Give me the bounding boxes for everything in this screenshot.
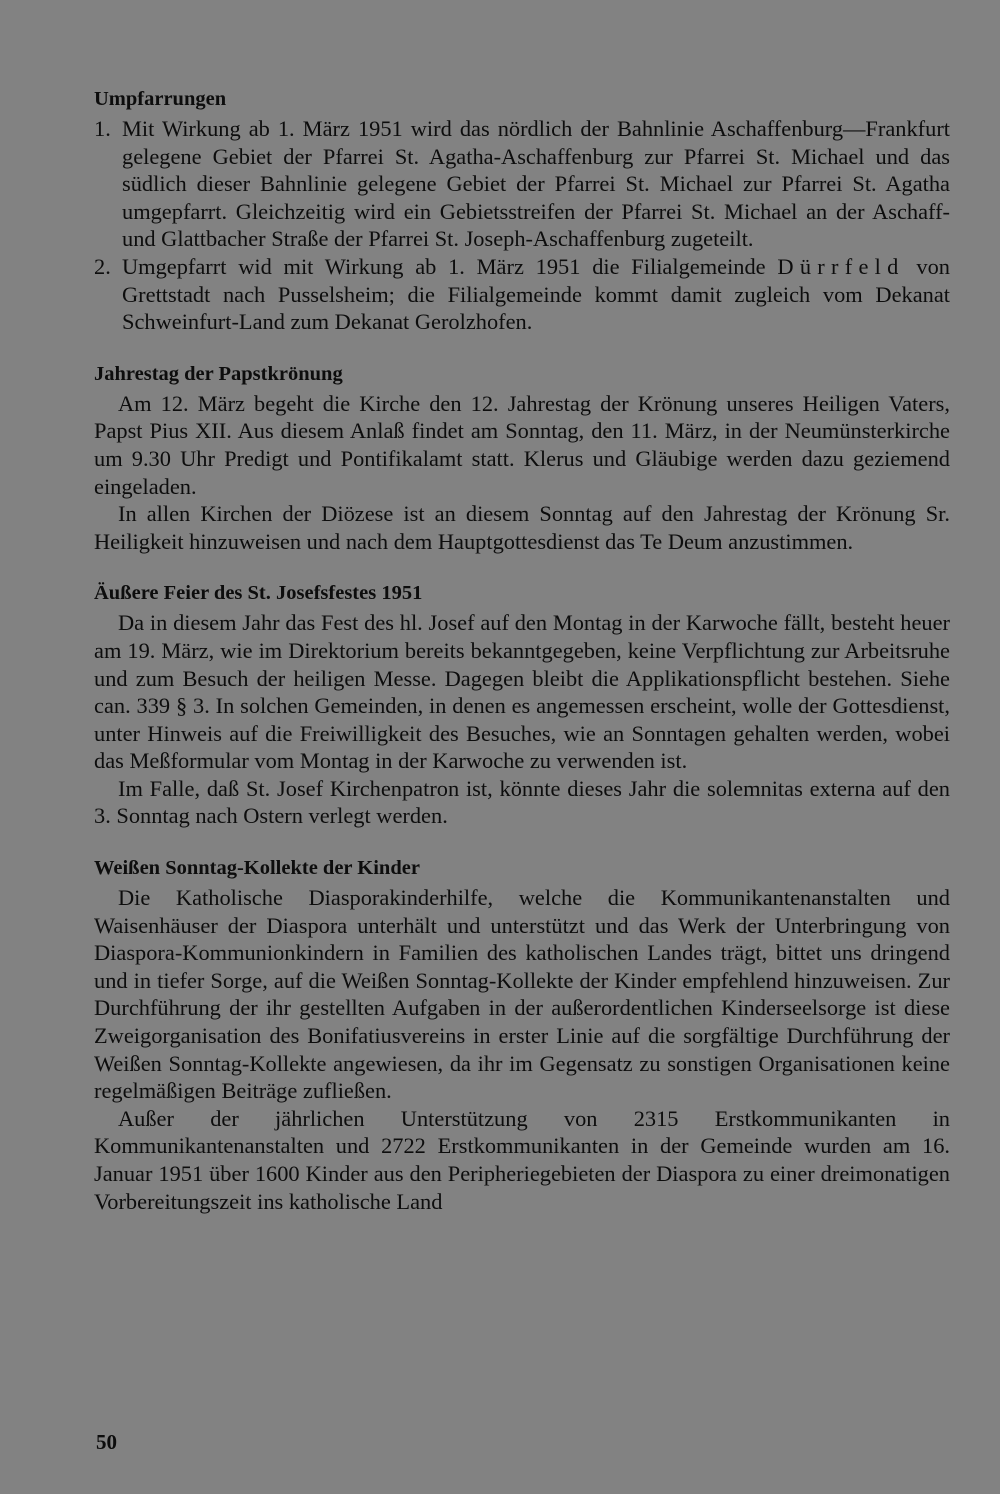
- section-umpfarrungen: [94, 86, 950, 336]
- list-item-text: Umgepfarrt wid mit Wirkung ab 1. März 1951 die Filialgemeinde: [122, 253, 778, 279]
- paragraph: Außer der jährlichen Unterstützung von 2315 Erstkommunikanten in Kommunikantenanstalten und 2722 Erstkommunikanten in der Gemeinde wurden am 16. Januar 1951 über 1600 Kinder aus den Peripheriegebieten der Diaspora zu einer dreimonatigen Vorbereitungszeit ins katholische Land: [94, 1105, 950, 1214]
- list-number: 1.: [94, 116, 111, 141]
- paragraph: In allen Kirchen der Diözese ist an diesem Sonntag auf den Jahrestag der Krönung Sr. Heiligkeit hinzuweisen und nach dem Hauptgottesdienst das Te Deum anzustimmen.: [94, 501, 950, 554]
- page-number: 50: [96, 1430, 117, 1454]
- place-name: Dürrfeld: [777, 253, 905, 279]
- section-title: Weißen Sonntag-Kollekte der Kinder: [94, 857, 420, 880]
- section-josefsfest: [94, 580, 950, 830]
- section-title: Äußere Feier des St. Josefsfestes 1951: [94, 582, 423, 605]
- paragraph: Die Katholische Diasporakinderhilfe, welche die Kommunikantenanstalten und Waisenhäuser der Diaspora unterhält und unterstützt und das Werk der Unterbringung von Diaspora-Kommunionkindern in Familien des katholischen Landes trägt, bittet uns dringend und in tiefer Sorge, auf die Weißen Sonntag-Kollekte der Kinder empfehlend hinzuweisen. Zur Durchführung der ihr gestellten Aufgaben in der außerordentlichen Kinderseelsorge ist diese Zweigorganisation des Bonifatiusvereins in erster Linie auf die sorgfältige Durchführung der Weißen Sonntag-Kollekte angewiesen, da ihr im Gegensatz zu sonstigen Organisationen keine regelmäßigen Beiträge zufließen.: [94, 885, 950, 1104]
- list-item: [94, 115, 950, 253]
- paragraph: Da in diesem Jahr das Fest des hl. Josef auf den Montag in der Karwoche fällt, besteht heuer am 19. März, wie im Direktorium bereits bekanntgegeben, keine Verpflichtung zur Arbeitsruhe und zum Besuch der heiligen Messe. Dagegen bleibt die Applikationspflicht bestehen. Siehe can. 339 § 3. In solchen Gemeinden, in denen es angemessen erscheint, wolle der Gottesdienst, unter Hinweis auf die Freiwilligkeit des Besuches, wie an Sonntagen gehalten werden, wobei das Meßformular vom Montag in der Karwoche zu verwenden ist.: [94, 610, 950, 774]
- section-title: Umpfarrungen: [94, 88, 227, 110]
- section-kollekte: [94, 855, 950, 1215]
- list-item-text: von Grettstadt nach Pusselsheim; die Filialgemeinde kommt damit zugleich vom Dekanat Schweinfurt-Land zum Dekanat Gerolzhofen.: [122, 253, 950, 335]
- paragraph: Am 12. März begeht die Kirche den 12. Jahrestag der Krönung unseres Heiligen Vaters, Papst Pius XII. Aus diesem Anlaß findet am Sonntag, den 11. März, in der Neumünsterkirche um 9.30 Uhr Predigt und Pontifikalamt statt. Klerus und Gläubige werden dazu geziemend eingeladen.: [94, 390, 950, 499]
- paragraph: Im Falle, daß St. Josef Kirchenpatron ist, könnte dieses Jahr die solemnitas externa auf den 3. Sonntag nach Ostern verlegt werden.: [94, 775, 950, 829]
- list-item: [94, 253, 950, 336]
- list-number: 2.: [94, 253, 111, 279]
- list-item-text: Mit Wirkung ab 1. März 1951 wird das nördlich der Bahnlinie Aschaffenburg—Frankfurt gelegene Gebiet der Pfarrei St. Agatha-Aschaffenburg zur Pfarrei St. Michael und das südlich dieser Bahnlinie gelegene Gebiet der Pfarrei St. Michael zur Pfarrei St. Agatha umgepfarrt. Gleichzeitig wird ein Gebietsstreifen der Pfarrei St. Michael an der Aschaff- und Glattbacher Straße der Pfarrei St. Joseph-Aschaffenburg zugeteilt.: [122, 116, 950, 252]
- section-title: Jahrestag der Papstkrönung: [94, 362, 343, 385]
- document-page: [94, 86, 950, 1240]
- section-jahrestag: [94, 361, 950, 556]
